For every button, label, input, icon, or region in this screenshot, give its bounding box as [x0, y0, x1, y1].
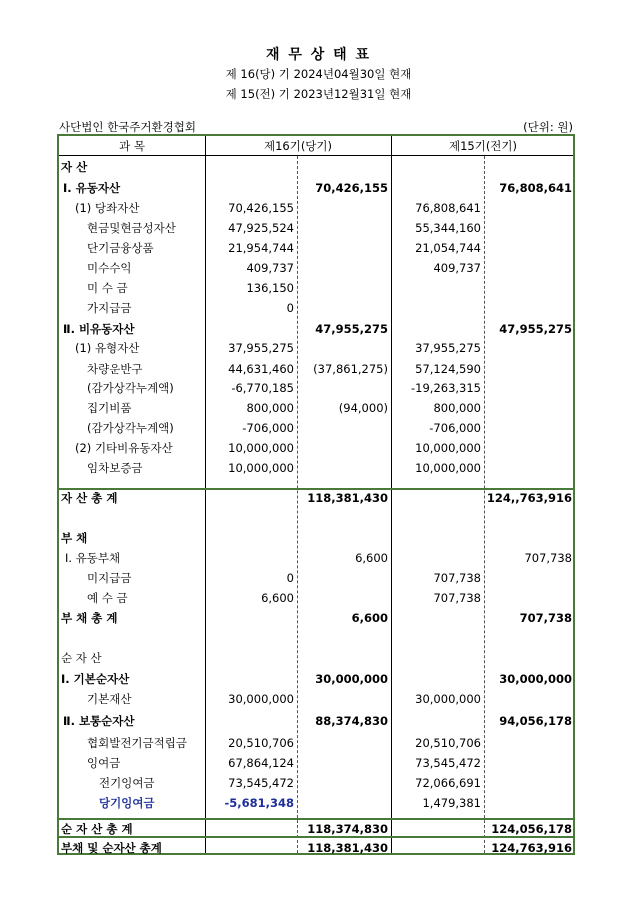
- current-amount: 0: [286, 301, 294, 315]
- row-label: 당기잉여금: [99, 796, 155, 810]
- row-label: Ⅱ. 비유동자산: [63, 322, 135, 336]
- row-label: 차량운반구: [87, 362, 143, 376]
- current-amount: 47,925,524: [228, 221, 294, 235]
- row-label: Ⅰ. 기본순자산: [61, 672, 130, 686]
- prior-amount: 707,738: [519, 611, 572, 625]
- balance-sheet-table: [57, 134, 575, 855]
- row-label: 임차보증금: [87, 461, 143, 475]
- current-amount: (37,861,275): [313, 362, 388, 376]
- row-label: 부 채 총 계: [61, 611, 118, 625]
- prior-amount: 72,066,691: [415, 776, 481, 790]
- prior-amount: 76,808,641: [499, 181, 572, 195]
- header-divider: [59, 155, 573, 156]
- row-label: (감가상각누계액): [87, 381, 174, 395]
- prior-amount: 124,763,916: [491, 841, 572, 855]
- prior-amount: 800,000: [433, 401, 481, 415]
- row-label: 자 산: [61, 160, 88, 174]
- header-prior: 제15기(전기): [448, 139, 518, 153]
- row-label: 예 수 금: [87, 591, 128, 605]
- row-label: (1) 당좌자산: [75, 201, 140, 215]
- row-label: 부 채: [61, 531, 88, 545]
- current-amount: 409,737: [246, 261, 294, 275]
- current-amount: 118,381,430: [307, 841, 388, 855]
- current-amount: 70,426,155: [315, 181, 388, 195]
- prior-amount: 707,738: [433, 571, 481, 585]
- prior-amount: 21,054,744: [415, 241, 481, 255]
- current-amount: 10,000,000: [228, 441, 294, 455]
- prior-amount: 1,479,381: [422, 796, 481, 810]
- statement-title: 재 무 상 태 표: [265, 47, 372, 63]
- header-current: 제16기(당기): [263, 139, 333, 153]
- row-label: 미수수익: [87, 261, 132, 275]
- prior-amount: -706,000: [429, 421, 481, 435]
- current-amount: 10,000,000: [228, 461, 294, 475]
- current-amount: 30,000,000: [228, 692, 294, 706]
- prior-amount: -19,263,315: [411, 381, 481, 395]
- current-amount: 0: [286, 571, 294, 585]
- prior-amount: 124,056,178: [491, 822, 572, 836]
- prior-amount: 55,344,160: [415, 221, 481, 235]
- section-divider: [59, 488, 573, 490]
- current-amount: 118,374,830: [307, 822, 388, 836]
- prior-amount: 37,955,275: [415, 341, 481, 355]
- row-label: 협회발전기금적립금: [87, 736, 187, 750]
- current-amount: 6,600: [351, 611, 388, 625]
- current-amount: 6,600: [261, 591, 294, 605]
- prior-amount: 30,000,000: [499, 672, 572, 686]
- prior-amount: 707,738: [524, 551, 572, 565]
- period-current: 제 16(당) 기 2024년04월30일 현재: [225, 67, 412, 81]
- prior-amount: 10,000,000: [415, 441, 481, 455]
- current-amount: 37,955,275: [228, 341, 294, 355]
- section-divider: [59, 818, 573, 820]
- row-label: (감가상각누계액): [87, 421, 174, 435]
- row-label: 순 자 산 총 계: [61, 822, 133, 836]
- prior-amount: 124,,763,916: [486, 491, 572, 505]
- row-label: 가지급금: [87, 301, 132, 315]
- current-amount: 70,426,155: [228, 201, 294, 215]
- row-label: 현금및현금성자산: [87, 221, 176, 235]
- row-label: 미 수 금: [87, 281, 128, 295]
- prior-amount: 10,000,000: [415, 461, 481, 475]
- current-amount: -6,770,185: [231, 381, 294, 395]
- current-amount: 47,955,275: [315, 322, 388, 336]
- prior-amount: 73,545,472: [415, 756, 481, 770]
- current-amount: 118,381,430: [307, 491, 388, 505]
- row-label: 단기금융상품: [87, 241, 154, 255]
- row-label: 순 자 산: [61, 651, 102, 665]
- prior-amount: 76,808,641: [415, 201, 481, 215]
- prior-amount: 20,510,706: [415, 736, 481, 750]
- row-label: 잉여금: [87, 756, 121, 770]
- current-amount: 44,631,460: [228, 362, 294, 376]
- current-amount: 136,150: [246, 281, 294, 295]
- organization-name: 사단법인 한국주거환경협회: [59, 120, 196, 134]
- unit-label: (단위: 원): [523, 120, 573, 134]
- current-amount: 6,600: [355, 551, 388, 565]
- current-amount: 20,510,706: [228, 736, 294, 750]
- row-label: 부채 및 순자산 총계: [61, 841, 162, 855]
- current-amount: -5,681,348: [224, 796, 294, 810]
- row-label: 미지급금: [87, 571, 132, 585]
- current-amount: 88,374,830: [315, 714, 388, 728]
- prior-amount: 94,056,178: [499, 714, 572, 728]
- current-amount: 73,545,472: [228, 776, 294, 790]
- section-divider: [59, 836, 573, 838]
- row-label: (2) 기타비유동자산: [75, 441, 173, 455]
- prior-amount: 57,124,590: [415, 362, 481, 376]
- header-account: 과 목: [119, 139, 145, 153]
- row-label: 자 산 총 계: [61, 491, 118, 505]
- current-amount: -706,000: [242, 421, 294, 435]
- row-label: 기본재산: [87, 692, 132, 706]
- period-prior: 제 15(전) 기 2023년12월31일 현재: [225, 87, 412, 101]
- row-label: 집기비품: [87, 401, 132, 415]
- prior-amount: 30,000,000: [415, 692, 481, 706]
- current-amount: 800,000: [246, 401, 294, 415]
- row-label: (1) 유형자산: [75, 341, 140, 355]
- current-amount: 30,000,000: [315, 672, 388, 686]
- row-label: 전기잉여금: [99, 776, 155, 790]
- current-amount: (94,000): [338, 401, 388, 415]
- current-amount: 21,954,744: [228, 241, 294, 255]
- current-amount: 67,864,124: [228, 756, 294, 770]
- row-label: Ⅰ. 유동부채: [65, 551, 121, 565]
- row-label: Ⅱ. 보통순자산: [63, 714, 135, 728]
- prior-amount: 47,955,275: [499, 322, 572, 336]
- prior-amount: 707,738: [433, 591, 481, 605]
- prior-amount: 409,737: [433, 261, 481, 275]
- row-label: Ⅰ. 유동자산: [63, 181, 121, 195]
